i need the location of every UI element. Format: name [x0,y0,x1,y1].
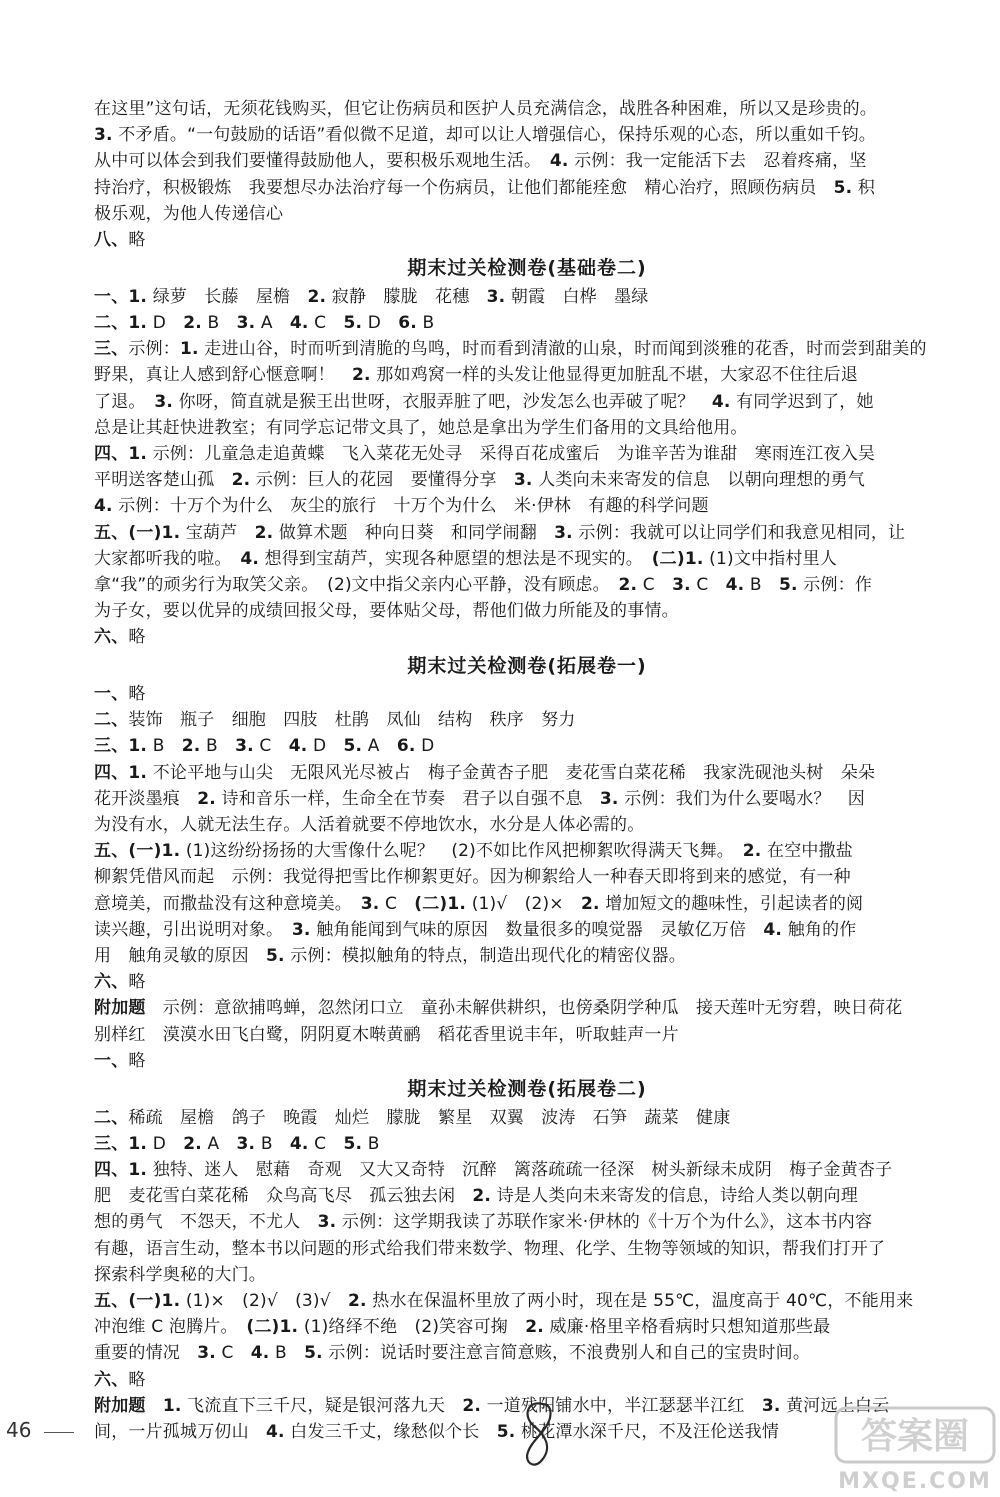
answer-line: 平明送客楚山孤 2. 示例：巨人的花园 要懂得分享 3. 人类向未来寄发的信息 以朝向理想的勇气 [94,470,865,491]
answer-line: 一、1. 绿萝 长藤 屋檐 2. 寂静 朦胧 花穗 3. 朝霞 白桦 墨绿 [94,286,649,307]
answer-line: 用 触角灵敏的原因 5. 示例：模拟触角的特点，制造出现代化的精密仪器。 [94,946,686,966]
answer-line: 为没有水，人就无法生存。人活着就要不停地饮水，水分是人体必需的。 [94,815,645,835]
answer-line: 六、略 [94,627,146,648]
answer-line: 别样红 漠漠水田飞白鹭，阴阴夏木啭黄鹂 稻花香里说丰年，听取蛙声一片 [94,1024,679,1045]
answer-line: 八、略 [94,230,146,250]
answer-line: 极乐观，为他人传递信心 [94,203,284,224]
answer-line: 一、略 [94,684,146,704]
answer-line: 五、(一)1. (1)× (2)√ (3)√ 2. 热水在保温杯里放了两小时，现在是 55℃，温度高于 40℃，不能用来 [94,1290,914,1311]
answer-line: 野果，真让人感到舒心惬意啊！ 2. 那如鸡窝一样的头发让他显得更加脏乱不堪，大家忍不住往后退 [94,365,858,386]
answer-line: 四、1. 独特、迷人 慰藉 奇观 又大又奇特 沉醉 篱落疏疏一径深 树头新绿未成阴 梅子金黄杏子 [94,1159,893,1180]
answer-line: 四、1. 不论平地与山尖 无限风光尽被占 梅子金黄杏子肥 麦花雪白菜花稀 我家洗砚池头树 朵朵 [94,762,876,783]
answer-line: 二、稀疏 屋檐 鸽子 晚霞 灿烂 朦胧 繁星 双翼 波涛 石笋 蔬菜 健康 [94,1107,731,1128]
answer-line: 附加题 1. 飞流直下三千尺，疑是银河落九天 2. 一道残阳铺水中，半江瑟瑟半江红 3. 黄河远上白云 [94,1395,890,1416]
answer-line: 五、(一)1. 宝葫芦 2. 做算术题 种向日葵 和同学闹翻 3. 示例：我就可以让同学们和我意见相同，让 [94,522,906,543]
answer-line: 有趣，语言生动，整本书以问题的形式给我们带来数学、物理、化学、生物等领域的知识，帮我们打开了 [94,1238,886,1259]
answer-line: 冲泡维 C 泡腾片。 (二)1. (1)络绎不绝 (2)笑容可掬 2. 威廉·格里辛格看病时只想知道那些最 [94,1317,831,1338]
answer-line: 三、1. B 2. B 3. C 4. D 5. A 6. D [94,736,435,757]
answer-line: 肥 麦花雪白菜花稀 众鸟高飞尽 孤云独去闲 2. 诗是人类向未来寄发的信息，诗给人类以朝向理 [94,1186,858,1207]
watermark-logo [830,1400,1000,1497]
section-title: 期末过关检测卷(基础卷二) [407,257,647,280]
answer-line: 二、装饰 瓶子 细胞 四肢 杜鹃 凤仙 结构 秩序 努力 [94,710,576,731]
answer-line: 在这里”这句话，无须花钱购买，但它让伤病员和医护人员充满信念，战胜各种困难，所以又是珍贵的。 [94,99,878,119]
answer-line: 三、1. D 2. A 3. B 4. C 5. B [94,1133,380,1154]
answer-line: 意境美，而撒盐没有这种意境美。 3. C (二)1. (1)√ (2)× 2. 增加短文的趣味性，引起读者的阅 [94,893,864,914]
answer-line: 读兴趣，引出说明对象。 3. 触角能闻到气味的原因 数量很多的嗅觉器 灵敏亿万倍 4. 触角的作 [94,919,857,940]
answer-line: 柳絮凭借风而起 示例：我觉得把雪比作柳絮更好。因为柳絮给人一种春天即将到来的感觉，有一种 [94,867,851,888]
answer-line: 一、略 [94,1050,146,1071]
answer-line: 附加题 示例：意欲捕鸣蝉，忽然闭口立 童孙未解供耕织，也傍桑阴学种瓜 接天莲叶无穷碧，映日荷花 [94,998,903,1019]
answer-line: 大家都听我的啦。 4. 想得到宝葫芦，实现各种愿望的想法是不现实的。 (二)1. (1)文中指村里人 [94,548,838,569]
page-number-dash [44,1432,74,1433]
answer-line: 为子女，要以优异的成绩回报父母，要体贴父母，帮他们做力所能及的事情。 [94,601,679,622]
answer-line: 拿“我”的顽劣行为取笑父亲。 (2)文中指父亲内心平静，没有顾虑。 2. C 3. C 4. B 5. 示例：作 [94,574,873,595]
answer-line: 六、略 [94,972,146,993]
answer-line: 持治疗，积极锻炼 我要想尽办法治疗每一个伤病员，让他们都能痊愈 精心治疗，照顾伤病员 5. 积 [94,177,876,198]
answer-line: 五、(一)1. (1)这纷纷扬扬的大雪像什么呢？ (2)不如比作风把柳絮吹得满天飞舞。 2. 在空中撒盐 [94,841,853,862]
section-title: 期末过关检测卷(拓展卷一) [407,654,647,677]
page-number: 46 [6,1418,32,1442]
answer-line: 花开淡墨痕 2. 诗和音乐一样，生命全在节奏 君子以自强不息 3. 示例：我们为什么要喝水？ 因 [94,788,865,809]
answer-line: 间，一片孤城万仞山 4. 白发三千丈，缘愁似个长 5. 桃花潭水深千尺，不及汪伦送我情 [94,1421,779,1442]
watermark-url: MXQE.COM [838,1469,992,1494]
handwritten-mark [512,1396,562,1476]
answer-line: 从中可以体会到我们要懂得鼓励他人，要积极乐观地生活。 4. 示例：我一定能活下去 忍着疼痛，坚 [94,151,867,172]
answer-line: 了退。 3. 你呀，简直就是猴王出世呀，衣服弄脏了吧，沙发怎么也弄破了呢？ 4. 有同学迟到了，她 [94,391,874,412]
answer-line: 4. 示例：十万个为什么 灰尘的旅行 十万个为什么 米·伊林 有趣的科学问题 [94,496,709,517]
answer-line: 二、1. D 2. B 3. A 4. C 5. D 6. B [94,312,435,333]
answer-line: 3. 不矛盾。“一句鼓励的话语”看似微不足道，却可以让人增强信心，保持乐观的心态，所以重如千钧。 [94,125,876,146]
answer-line: 四、1. 示例：儿童急走追黄蝶 飞入菜花无处寻 采得百花成蜜后 为谁辛苦为谁甜 寒雨连江夜入吴 [94,443,876,464]
section-title: 期末过关检测卷(拓展卷二) [407,1078,647,1100]
answer-line: 探索科学奥秘的大门。 [94,1264,266,1285]
watermark-text: 答案圈 [860,1416,970,1457]
answer-line: 六、略 [94,1369,146,1390]
answer-line: 重要的情况 3. C 4. B 5. 示例：说话时要注意言简意赅，不浪费别人和自己的宝贵时间。 [94,1343,811,1364]
answer-line: 想的勇气 不怨天，不尤人 3. 示例：这学期我读了苏联作家米·伊林的《十万个为什么》，这本书内容 [94,1212,873,1233]
answer-line: 三、示例：1. 走进山谷，时而听到清脆的鸟鸣，时而看到清澈的山泉，时而闻到淡雅的花香，时而尝到甜美的 [94,339,927,360]
answer-line: 总是让其赶快进教室；有同学忘记带文具了，她总是拿出为学生们备用的文具给他用。 [94,417,748,438]
